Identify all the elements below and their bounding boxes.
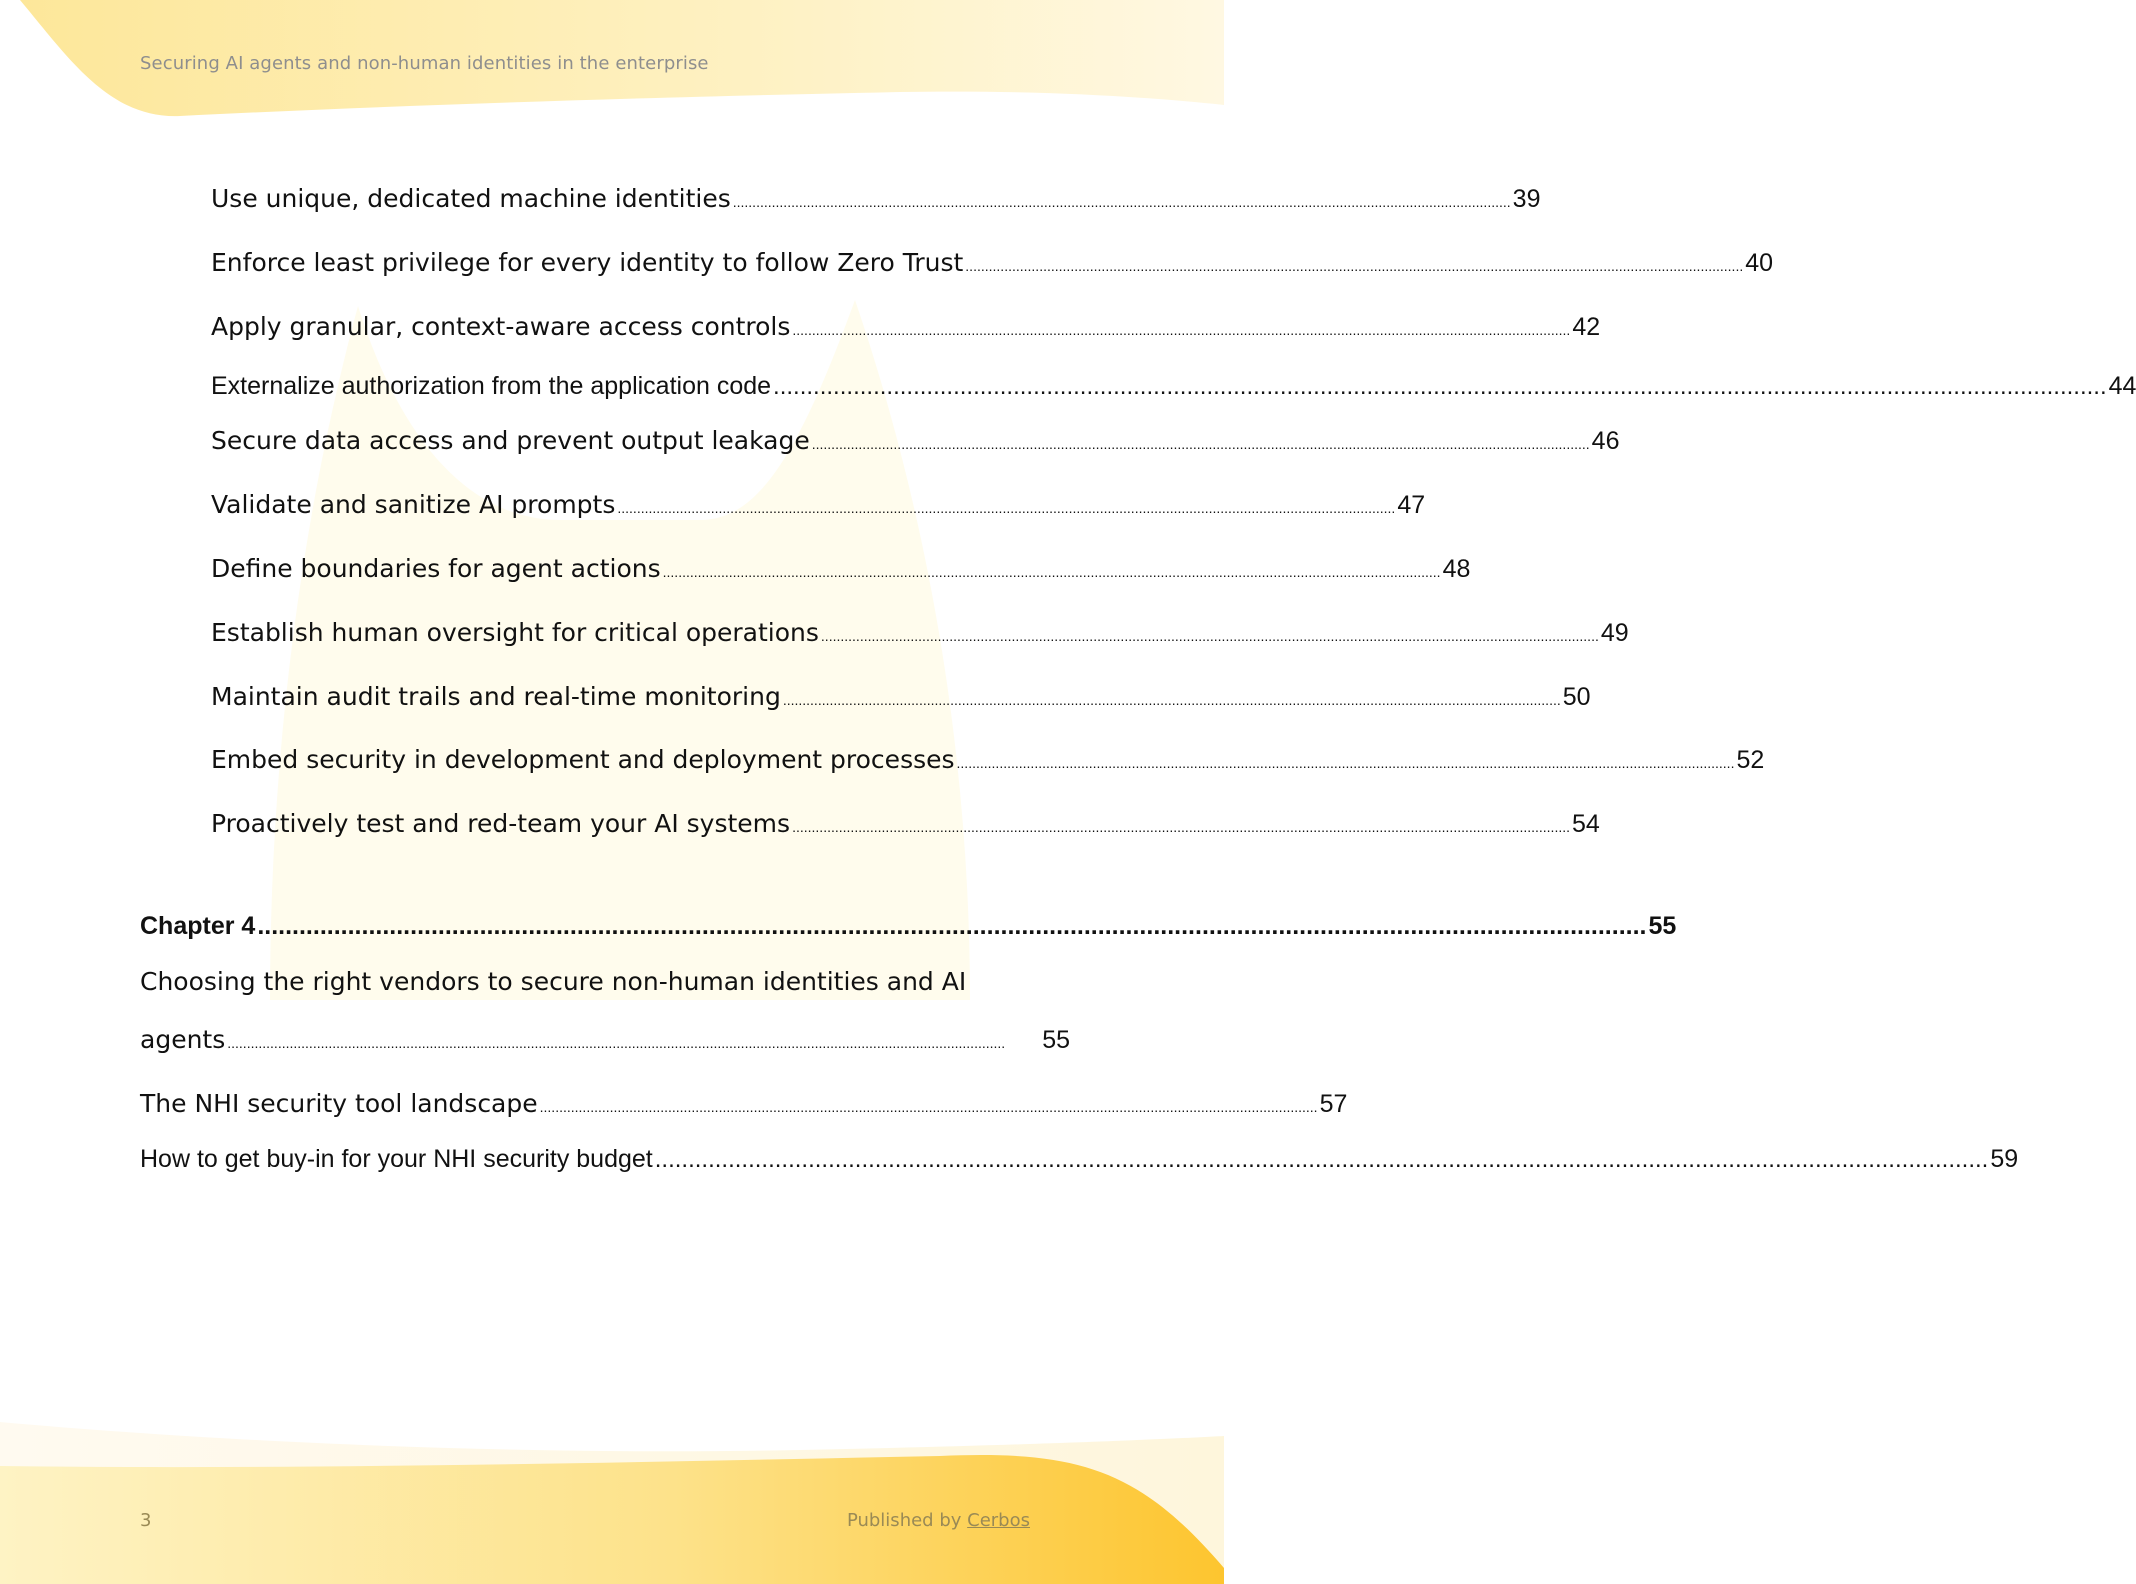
toc-entry-label: Externalize authorization from the application code: [211, 372, 772, 400]
toc-entry-page: 59: [1990, 1145, 2019, 1173]
dot-leader: ........................................................................................................................................................................................................: [539, 1099, 1318, 1115]
chapter-label: Chapter 4: [140, 912, 256, 940]
toc-entry-audit-trails[interactable]: [211, 682, 1591, 712]
dot-leader: ........................................................................................................................................................................................................: [820, 628, 1599, 644]
toc-entry-label: Validate and sanitize AI prompts: [211, 490, 616, 519]
dot-leader: ........................................................................................................................................................................................................: [732, 194, 1511, 210]
dot-leader: ........................................................................................................................................................................................................: [227, 1035, 1006, 1051]
published-by-text: Published by: [846, 1510, 962, 1531]
dot-leader: ........................................................................................................................................................................................................: [257, 912, 1647, 940]
toc-entry-unique-identities[interactable]: [211, 184, 1541, 214]
toc-entry-secure-data-access[interactable]: [211, 426, 1620, 456]
toc-entry-page: 52: [1736, 746, 1765, 774]
toc-entry-choosing-vendors[interactable]: [140, 1025, 1070, 1055]
publisher-credit: [847, 1510, 1030, 1531]
toc-entry-page: 57: [1319, 1090, 1348, 1118]
page-number: 3: [140, 1510, 152, 1531]
toc-entry-label: Secure data access and prevent output leakage: [211, 426, 810, 455]
dot-leader: ........................................................................................................................................................................................................: [792, 819, 1571, 835]
toc-entry-agent-boundaries[interactable]: [211, 554, 1471, 584]
toc-entry-label: Use unique, dedicated machine identities: [211, 184, 731, 213]
chapter-page: 55: [1648, 912, 1677, 940]
toc-entry-page: 39: [1512, 185, 1541, 213]
toc-entry-choosing-vendors-line1[interactable]: Choosing the right vendors to secure non-human identities and AI: [140, 967, 967, 996]
toc-entry-label: Embed security in development and deployment processes: [211, 745, 955, 774]
dot-leader: ........................................................................................................................................................................................................: [654, 1146, 1989, 1173]
toc-entry-chapter-4[interactable]: [140, 912, 1677, 941]
toc-entry-validate-prompts[interactable]: [211, 490, 1426, 520]
dot-leader: ........................................................................................................................................................................................................: [782, 692, 1561, 708]
publisher-link[interactable]: Cerbos: [967, 1510, 1030, 1531]
toc-entry-least-privilege[interactable]: [211, 248, 1774, 278]
toc-entry-page: 48: [1442, 555, 1471, 583]
dot-leader: ........................................................................................................................................................................................................: [617, 500, 1396, 516]
toc-entry-embed-security[interactable]: [211, 745, 1765, 775]
toc-entry-page: 46: [1591, 427, 1620, 455]
toc-entry-label: agents: [140, 1025, 226, 1054]
toc-entry-page: 49: [1600, 619, 1629, 647]
toc-entry-label: The NHI security tool landscape: [140, 1089, 538, 1118]
toc-entry-label: Maintain audit trails and real-time monitoring: [211, 682, 781, 711]
toc-entry-human-oversight[interactable]: [211, 618, 1629, 648]
toc-entry-page: 47: [1397, 491, 1426, 519]
toc-entry-label: Establish human oversight for critical operations: [211, 618, 819, 647]
toc-entry-label: Define boundaries for agent actions: [211, 554, 661, 583]
toc-entry-page: 55: [1042, 1026, 1070, 1054]
toc-entry-tool-landscape[interactable]: [140, 1089, 1348, 1119]
dot-leader: ........................................................................................................................................................................................................: [792, 322, 1571, 338]
toc-entry-label: Apply granular, context-aware access controls: [211, 312, 791, 341]
toc-entry-label: How to get buy-in for your NHI security budget: [140, 1145, 653, 1173]
toc-entry-granular-access[interactable]: [211, 312, 1601, 342]
toc-entry-label: Proactively test and red-team your AI systems: [211, 809, 791, 838]
dot-leader: ........................................................................................................................................................................................................: [956, 755, 1735, 771]
toc-entry-label: Enforce least privilege for every identity to follow Zero Trust: [211, 248, 964, 277]
toc-entry-budget-buy-in[interactable]: [140, 1145, 2019, 1174]
toc-entry-page: 54: [1572, 810, 1600, 838]
toc-entry-externalize-authorization[interactable]: [211, 372, 2136, 401]
running-header: Securing AI agents and non-human identities in the enterprise: [140, 53, 709, 74]
toc-entry-page: 40: [1745, 249, 1774, 277]
toc-entry-red-team[interactable]: [211, 809, 1600, 839]
dot-leader: ........................................................................................................................................................................................................: [662, 564, 1441, 580]
toc-entry-page: 44: [2108, 372, 2136, 400]
toc-entry-page: 50: [1562, 683, 1591, 711]
toc-entry-page: 42: [1572, 313, 1601, 341]
dot-leader: ........................................................................................................................................................................................................: [811, 436, 1590, 452]
dot-leader: ........................................................................................................................................................................................................: [773, 373, 2107, 400]
dot-leader: ........................................................................................................................................................................................................: [965, 258, 1744, 274]
